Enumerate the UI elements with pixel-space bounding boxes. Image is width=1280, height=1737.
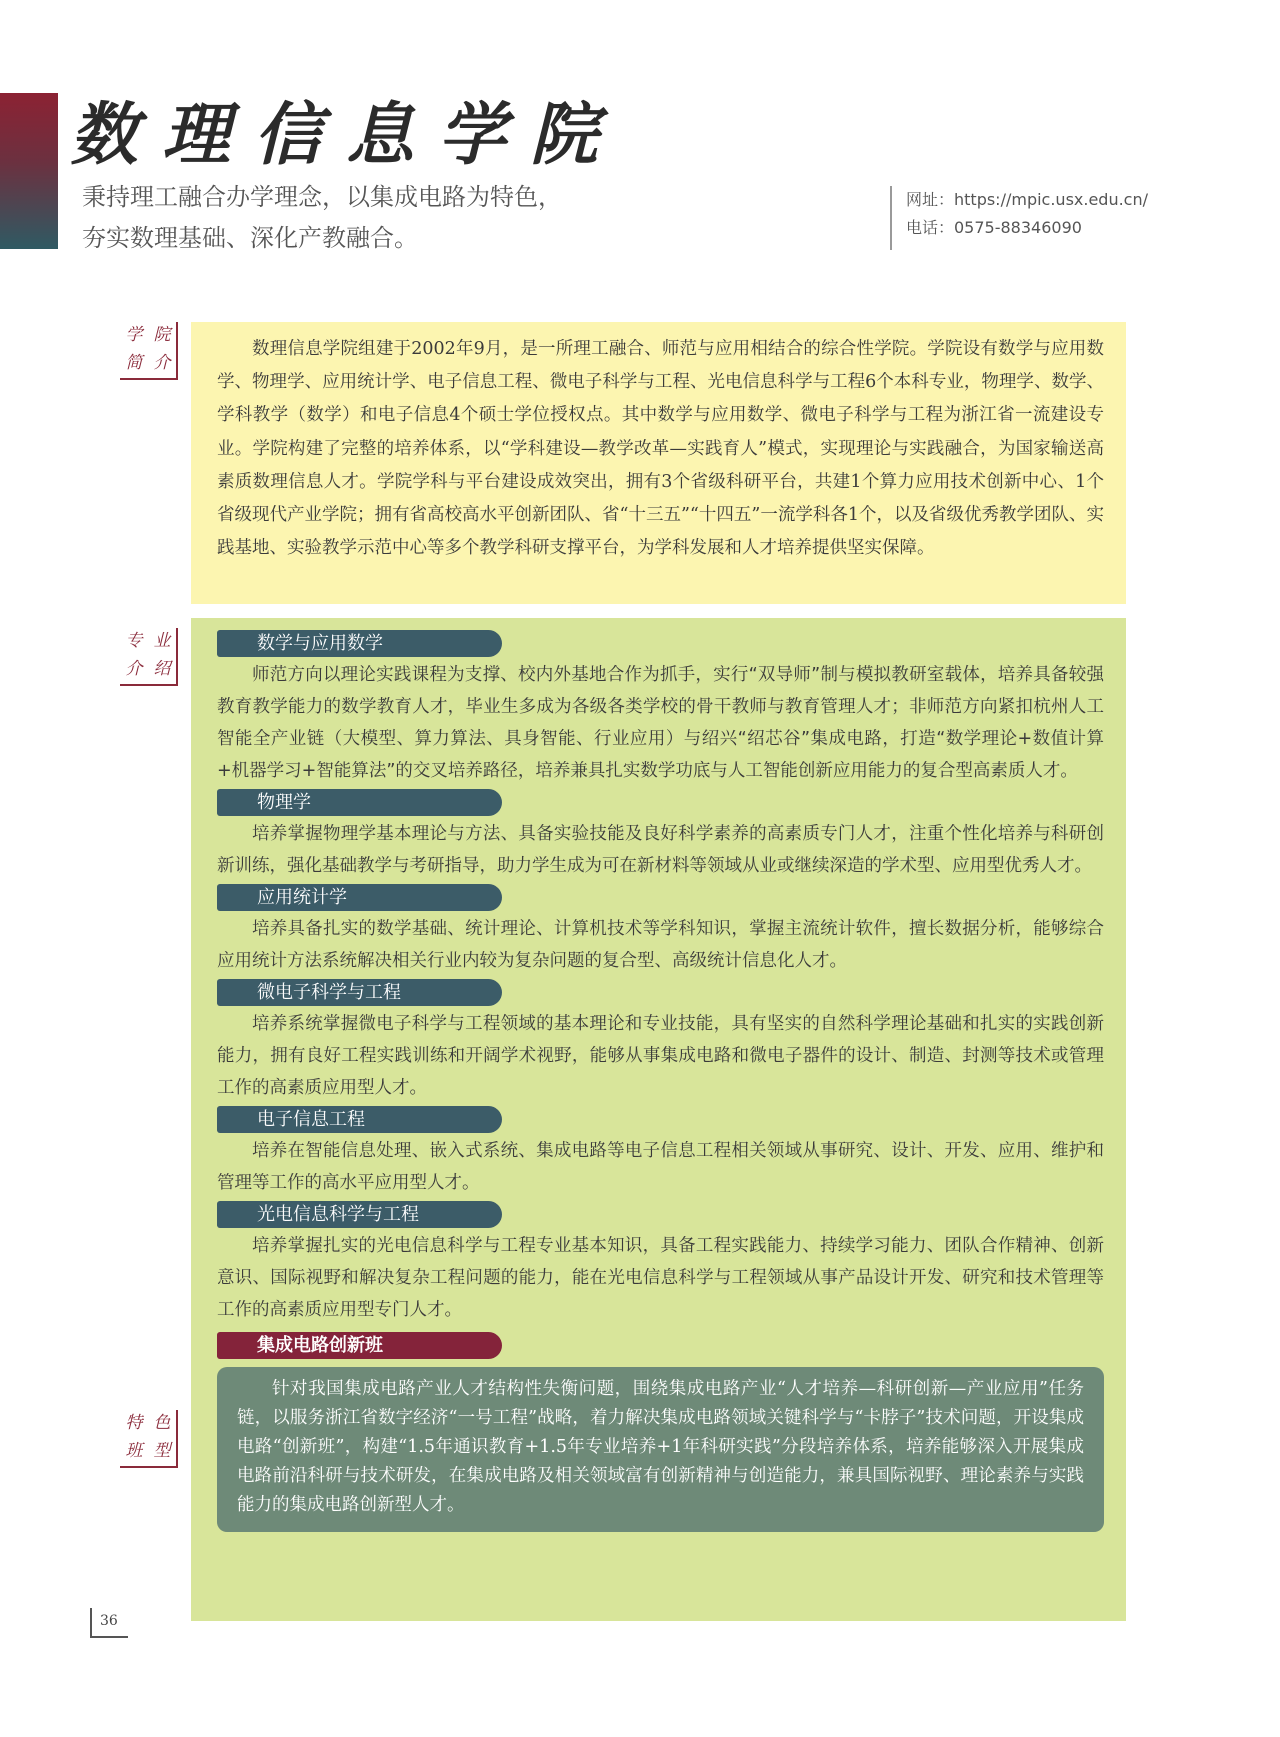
side-label-char: 业 [153,631,171,651]
special-class-tag: 集成电路创新班 [217,1332,502,1359]
side-label-char: 介 [125,659,143,679]
side-label-char: 院 [153,325,171,345]
slogan-line-2: 夯实数理基础、深化产教融合。 [82,224,418,252]
side-label-majors [120,628,178,686]
side-label-char: 班 [125,1441,143,1461]
phone-number: 电话：0575-88346090 [906,218,1082,237]
major-desc-optoelectronic: 培养掌握扎实的光电信息科学与工程专业基本知识，具备工程实践能力、持续学习能力、团队合作精神、创新意识、国际视野和解决复杂工程问题的能力，能在光电信息科学与工程领域从事产品设计开发、研究和技术管理等工作的高素质应用型专门人才。 [217,1236,1104,1320]
side-label-char: 色 [153,1413,171,1433]
slogan [82,177,562,259]
page-number: 36 [90,1608,128,1638]
side-label-special [120,1410,178,1468]
side-label-char: 专 [125,631,143,651]
major-tag-physics: 物理学 [217,789,502,816]
majors-section [191,618,1126,1621]
side-label-char: 简 [125,353,143,373]
major-tag-electronic-info: 电子信息工程 [217,1106,502,1133]
major-tag-statistics: 应用统计学 [217,884,502,911]
major-desc-math: 师范方向以理论实践课程为支撑、校内外基地合作为抓手，实行“双导师”制与模拟教研室载体，培养具备较强教育教学能力的数学教育人才，毕业生多成为各级各类学校的骨干教师与教育管理人才；非师范方向紧扣杭州人工智能全产业链（大模型、算力算法、具身智能、行业应用）与绍兴“绍芯谷”集成电路，打造“数学理论+数值计算+机器学习+智能算法”的交叉培养路径，培养兼具扎实数学功底与人工智能创新应用能力的复合型高素质人才。 [217,665,1104,781]
major-desc-statistics: 培养具备扎实的数学基础、统计理论、计算机技术等学科知识，掌握主流统计软件，擅长数据分析，能够综合应用统计方法系统解决相关行业内较为复杂问题的复合型、高级统计信息化人才。 [217,919,1104,971]
major-desc-physics: 培养掌握物理学基本理论与方法、具备实验技能及良好科学素养的高素质专门人才，注重个性化培养与科研创新训练，强化基础教学与考研指导，助力学生成为可在新材料等领域从业或继续深造的学术型、应用型优秀人才。 [217,824,1104,876]
major-tag-math: 数学与应用数学 [217,630,502,657]
side-label-char: 型 [153,1441,171,1461]
page-title: 数理信息学院 [70,95,623,175]
major-tag-optoelectronic: 光电信息科学与工程 [217,1201,502,1228]
major-desc-microelectronics: 培养系统掌握微电子科学与工程领域的基本理论和专业技能，具有坚实的自然科学理论基础和扎实的实践创新能力，拥有良好工程实践训练和开阔学术视野，能够从事集成电路和微电子器件的设计、制造、封测等技术或管理工作的高素质应用型人才。 [217,1014,1104,1098]
side-label-char: 绍 [153,659,171,679]
major-desc-electronic-info: 培养在智能信息处理、嵌入式系统、集成电路等电子信息工程相关领域从事研究、设计、开发、应用、维护和管理等工作的高水平应用型人才。 [217,1141,1104,1193]
contact-info [890,186,1148,250]
side-label-intro [120,322,178,380]
slogan-line-1: 秉持理工融合办学理念，以集成电路为特色， [82,183,562,211]
side-label-char: 特 [125,1413,143,1433]
special-class-desc: 针对我国集成电路产业人才结构性失衡问题，围绕集成电路产业“人才培养—科研创新—产业应用”任务链，以服务浙江省数字经济“一号工程”战略，着力解决集成电路领域关键科学与“卡脖子”技术问题，开设集成电路“创新班”，构建“1.5年通识教育+1.5年专业培养+1年科研实践”分段培养体系，培养能够深入开展集成电路前沿科研与技术研发，在集成电路及相关领域富有创新精神与创造能力，兼具国际视野、理论素养与实践能力的集成电路创新型人才。 [217,1367,1104,1532]
college-intro: 数理信息学院组建于2002年9月，是一所理工融合、师范与应用相结合的综合性学院。学院设有数学与应用数学、物理学、应用统计学、电子信息工程、微电子科学与工程、光电信息科学与工程6个本科专业，物理学、数学、学科教学（数学）和电子信息4个硕士学位授权点。其中数学与应用数学、微电子科学与工程为浙江省一流建设专业。学院构建了完整的培养体系，以“学科建设—教学改革—实践育人”模式，实现理论与实践融合，为国家输送高素质数理信息人才。学院学科与平台建设成效突出，拥有3个省级科研平台，共建1个算力应用技术创新中心、1个省级现代产业学院；拥有省高校高水平创新团队、省“十三五”“十四五”一流学科各1个，以及省级优秀教学团队、实践基地、实验教学示范中心等多个教学科研支撑平台，为学科发展和人才培养提供坚实保障。 [191,322,1126,604]
header-accent-bar [0,93,58,249]
major-tag-microelectronics: 微电子科学与工程 [217,979,502,1006]
side-label-char: 学 [125,325,143,345]
side-label-char: 介 [153,353,171,373]
website-link[interactable]: 网址：https://mpic.usx.edu.cn/ [906,190,1149,209]
